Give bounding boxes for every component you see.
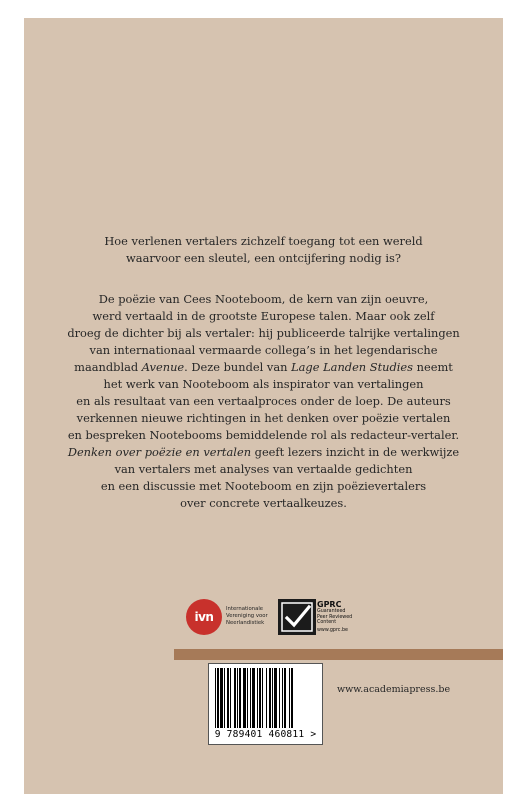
blurb-line: verkennen nieuwe richtingen in het denken over poëzie vertalen	[76, 411, 451, 425]
blurb	[24, 291, 503, 512]
barcode-bar	[247, 668, 248, 728]
blurb-line: en een discussie met Nooteboom en zijn poëzievertalers	[100, 479, 427, 493]
blurb-line: over concrete vertaalkeuzes.	[180, 496, 347, 510]
gprc-line: Peer Reviewed	[317, 614, 353, 620]
blurb-line	[24, 444, 503, 461]
gprc-caption	[317, 600, 352, 633]
ivn-caption-line: Neerlandistiek	[226, 620, 265, 626]
gprc-line: Guaranteed	[317, 609, 346, 614]
isbn-number: 9 789401 460811 >	[214, 729, 317, 740]
blurb-text: neemt	[413, 360, 453, 374]
checkmark-icon	[278, 599, 316, 635]
barcode-bar	[237, 668, 238, 728]
barcode-bar	[262, 668, 263, 728]
barcode-bar	[224, 668, 225, 728]
series-title: Lage Landen Studies	[291, 360, 414, 374]
ivn-logo-mark: ivn	[194, 610, 214, 624]
barcode-bar	[239, 668, 241, 728]
back-cover	[24, 18, 503, 794]
ivn-caption-line: Vereniging voor	[226, 613, 268, 619]
blurb-line: en bespreken Nootebooms bemiddelende rol als redacteur-vertaler.	[67, 428, 460, 442]
barcode-bar	[274, 668, 277, 728]
barcode-bar	[252, 668, 255, 728]
barcode-bar	[289, 668, 290, 728]
gprc-url: www.gprc.be	[317, 627, 348, 633]
barcode-bar	[230, 668, 231, 728]
blurb-text: maandblad	[74, 360, 142, 374]
ivn-logo	[186, 599, 222, 635]
blurb-line: van vertalers met analyses van vertaalde gedichten	[114, 462, 413, 476]
barcode-bar	[234, 668, 236, 728]
blurb-text: . Deze bundel van	[184, 360, 292, 374]
isbn-barcode	[208, 663, 323, 745]
magazine-title: Avenue	[141, 360, 185, 374]
barcode-bar	[284, 668, 286, 728]
ivn-caption	[226, 606, 268, 627]
blurb-line: werd vertaald in de grootste Europese talen. Maar ook zelf	[92, 309, 435, 323]
barcode-bar	[272, 668, 273, 728]
barcode-bar	[250, 668, 251, 728]
blurb-line: van internationaal vermaarde collega’s in het legendarische	[89, 343, 438, 357]
blurb-text: geeft lezers inzicht in de werkwijze	[251, 445, 460, 459]
barcode-bar	[227, 668, 229, 728]
barcode-bar	[279, 668, 280, 728]
gprc-mark: GPRC	[317, 600, 342, 609]
barcode-bar	[257, 668, 258, 728]
ivn-caption-line: Internationale	[226, 606, 264, 612]
barcode-bar	[266, 668, 267, 728]
blurb-line	[24, 359, 503, 376]
barcode-bar	[217, 668, 219, 728]
blurb-line: en als resultaat van een vertaalproces onder de loep. De auteurs	[76, 394, 451, 408]
barcode-bar	[282, 668, 283, 728]
book-title: Denken over poëzie en vertalen	[67, 445, 252, 459]
intro-question	[24, 233, 503, 267]
blurb-line: het werk van Nooteboom als inspirator van vertalingen	[103, 377, 424, 391]
barcode-bar	[220, 668, 223, 728]
gprc-checkmark-logo	[278, 599, 316, 635]
intro-line: Hoe verlenen vertalers zichzelf toegang tot een wereld	[104, 234, 423, 248]
gprc-line: Content	[317, 620, 337, 625]
barcode-bar	[269, 668, 271, 728]
blurb-line: De poëzie van Cees Nooteboom, de kern van zijn oeuvre,	[98, 292, 429, 306]
publisher-url: www.academiapress.be	[337, 684, 451, 695]
accent-stripe	[174, 649, 503, 660]
barcode-bar	[259, 668, 261, 728]
barcode-bars	[215, 668, 316, 728]
barcode-bar	[291, 668, 293, 728]
barcode-bar	[215, 668, 216, 728]
blurb-line: droeg de dichter bij als vertaler: hij publiceerde talrijke vertalingen	[67, 326, 460, 340]
barcode-bar	[243, 668, 246, 728]
intro-line: waarvoor een sleutel, een ontcijfering nodig is?	[126, 251, 401, 265]
